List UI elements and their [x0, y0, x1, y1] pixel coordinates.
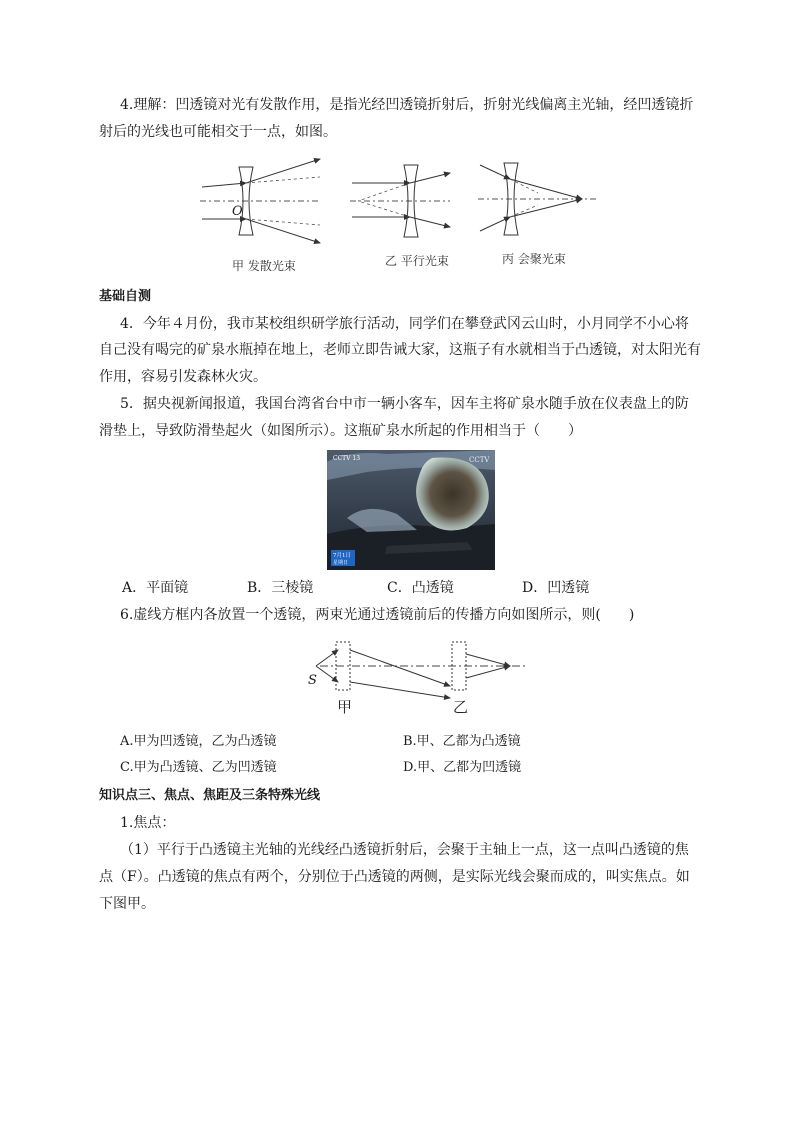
diagram-bing	[478, 163, 598, 235]
q6-option-d: D.甲、乙都为凹透镜	[403, 760, 522, 775]
photo-date-2: 星期日	[333, 560, 349, 566]
understanding-line-2: 射后的光线也可能相交于一点，如图。	[99, 124, 337, 140]
q4-line-2: 自己没有喝完的矿泉水瓶掉在地上，老师立即告诫大家，这瓶子有水就相当于凸透镜，对太阳光有	[99, 342, 701, 358]
focus-line-3: 下图甲。	[99, 896, 155, 912]
q5-option-c: C．凸透镜	[387, 580, 454, 596]
q5-option-d: D．凹透镜	[522, 580, 590, 596]
q6-stem: 6.虚线方框内各放置一个透镜，两束光通过透镜前后的传播方向如图所示，则( )	[120, 607, 635, 623]
label-o: O	[232, 204, 243, 219]
q5-line-1: 5．据央视新闻报道，我国台湾省台中市一辆小客车，因车主将矿泉水随手放在仪表盘上的防	[120, 396, 689, 412]
section-3-heading: 知识点三、焦点、焦距及三条特殊光线	[99, 788, 321, 803]
label-jia: 甲	[337, 698, 353, 716]
q6-option-a: A.甲为凹透镜，乙为凸透镜	[120, 734, 277, 749]
q4-line-1: 4．今年４月份，我市某校组织研学旅行活动，同学们在攀登武冈云山时，小月同学不小心将	[120, 316, 689, 332]
caption-jia: 甲 发散光束	[232, 259, 296, 273]
section-self-test: 基础自测	[99, 289, 152, 304]
photo-watermark: CCTV	[469, 456, 490, 464]
q4-line-3: 作用，容易引发森林火灾。	[99, 369, 267, 385]
label-yi: 乙	[453, 698, 469, 716]
caption-bing: 丙 会聚光束	[502, 252, 566, 266]
q5-option-a: A．平面镜	[122, 580, 189, 596]
q5-option-b: B．三棱镜	[247, 580, 314, 596]
focus-line-2: 点（F）。凸透镜的焦点有两个，分别位于凸透镜的两侧，是实际光线会聚而成的，叫实焦点。如	[99, 869, 690, 885]
q6-option-c: C.甲为凸透镜、乙为凹透镜	[120, 760, 277, 775]
focus-heading: 1.焦点：	[120, 815, 176, 831]
diagram-jia	[200, 159, 320, 243]
focus-line-1: （1）平行于凸透镜主光轴的光线经凸透镜折射后，会聚于主轴上一点，这一点叫凸透镜的焦	[120, 842, 689, 858]
q5-line-2: 滑垫上，导致防滑垫起火（如图所示）。这瓶矿泉水所起的作用相当于（ ）	[99, 423, 582, 439]
diagram-yi	[350, 165, 450, 237]
news-photo-drawing	[327, 450, 495, 570]
label-s: S	[308, 673, 317, 688]
caption-yi: 乙 平行光束	[385, 254, 449, 268]
photo-channel: CCTV 13	[333, 455, 361, 462]
q6-option-b: B.甲、乙都为凸透镜	[403, 734, 521, 749]
concave-lens-diagram	[190, 155, 610, 275]
q6-lens-box-diagram	[300, 640, 530, 720]
news-photo	[327, 450, 495, 570]
understanding-line-1: 4.理解：凹透镜对光有发散作用，是指光经凹透镜折射后，折射光线偏离主光轴，经凹透镜折	[120, 97, 694, 113]
photo-date-1: 7月1日	[333, 553, 351, 559]
